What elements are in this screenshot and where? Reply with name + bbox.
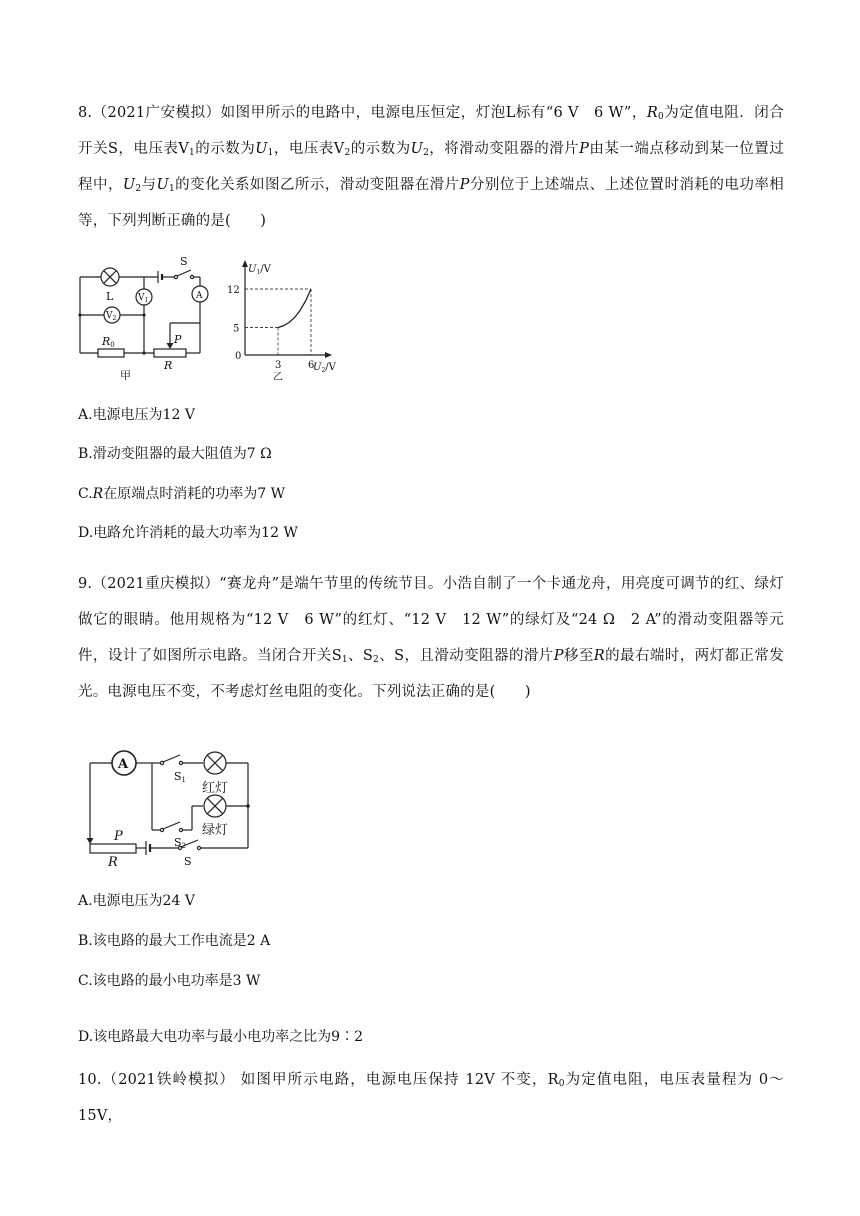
ammeter-label: A (118, 757, 129, 772)
q9-option-b[interactable]: B.该电路的最大工作电流是2 A (78, 933, 271, 949)
switch-S-label: S (180, 255, 188, 268)
q8-option-d[interactable]: D.电路允许消耗的最大功率为12 W (78, 525, 298, 541)
q9-circuit-diagram (82, 748, 262, 868)
q9-option-c[interactable]: C.该电路的最小电功率是3 W (78, 973, 261, 989)
q9-option-a[interactable]: A.电源电压为24 V (78, 893, 195, 909)
fig-jia-label: 甲 (120, 369, 131, 382)
switch-s2-label: S2 (174, 836, 187, 850)
rheostat-R-label: R (108, 855, 118, 868)
question-10-text: 10.（2021铁岭模拟） 如图甲所示电路，电源电压保持 12V 不变，$R_0$为定值电阻，电压表量程为 0～15V， (78, 1072, 784, 1124)
v2-label: $V_2$ (106, 311, 117, 322)
switch-s1-label: S1 (174, 770, 187, 784)
question-9-text: 9.（2021重庆模拟）“赛龙舟”是端午节里的传统节目。小浩自制了一个卡通龙舟，用亮度可调节的红、绿灯做它的眼睛。他用规格为“12 V 6 W”的红灯、“12 V 12 W”的绿灯及“24 Ω 2 A”的滑动变阻器等元件，设计了如图所示电路。当闭合开关$S_1$、$S_2$、S，且滑动变阻器的滑片P移至R的最右端时，两灯都正常发光。电源电压不变，不考虑灯丝电阻的变化。下列说法正确的是( ) (78, 576, 784, 700)
q8-graph (215, 255, 345, 380)
x-axis-label: $U_2/V$ (313, 362, 336, 374)
lamp-L-label: L (106, 290, 114, 303)
rheostat-R-label: R (164, 359, 173, 372)
v1-label: $V_1$ (138, 293, 149, 304)
q8-option-c[interactable]: C.R在原端点时消耗的功率为7 W (78, 486, 285, 502)
q8-option-b[interactable]: B.滑动变阻器的最大阻值为7 Ω (78, 446, 272, 462)
switch-s-label: S (184, 855, 192, 868)
green-lamp-label: 绿灯 (202, 823, 229, 838)
fig-yi-label: 乙 (273, 372, 283, 380)
y-tick-5: 5 (233, 323, 240, 335)
q9-option-d[interactable]: D.该电路最大电功率与最小电功率之比为9∶2 (78, 1029, 364, 1045)
x-tick-6: 6 (308, 360, 315, 371)
r0-label: R0 (102, 335, 115, 349)
q8-option-a[interactable]: A.电源电压为12 V (78, 407, 195, 423)
question-8-text: 8.（2021广安模拟）如图甲所示的电路中，电源电压恒定，灯泡L标有“6 V 6 W”，$R_0$为定值电阻．闭合开关S，电压表$V_1$的示数为$U_1$，电压表$V_2$的示数为$U_2$，将滑动变阻器的滑片P由某一端点移动到某一位置过程中，$U_2$与$U_1$的变化关系如图乙所示，滑动变阻器在滑片P分别位于上述端点、上述位置时消耗的电功率相等，下列判断正确的是( ) (78, 105, 784, 229)
slider-P-label: P (114, 829, 123, 844)
red-lamp-label: 红灯 (202, 781, 229, 796)
q8-curve (278, 289, 311, 328)
y-tick-12: 12 (227, 285, 240, 296)
slider-P-label: P (174, 333, 182, 346)
x-tick-3: 3 (275, 360, 282, 371)
q8-circuit-diagram (70, 255, 225, 385)
ammeter-label: A (196, 291, 203, 301)
y-axis-label: $U_1/V$ (248, 264, 271, 276)
origin-label: 0 (235, 351, 242, 362)
